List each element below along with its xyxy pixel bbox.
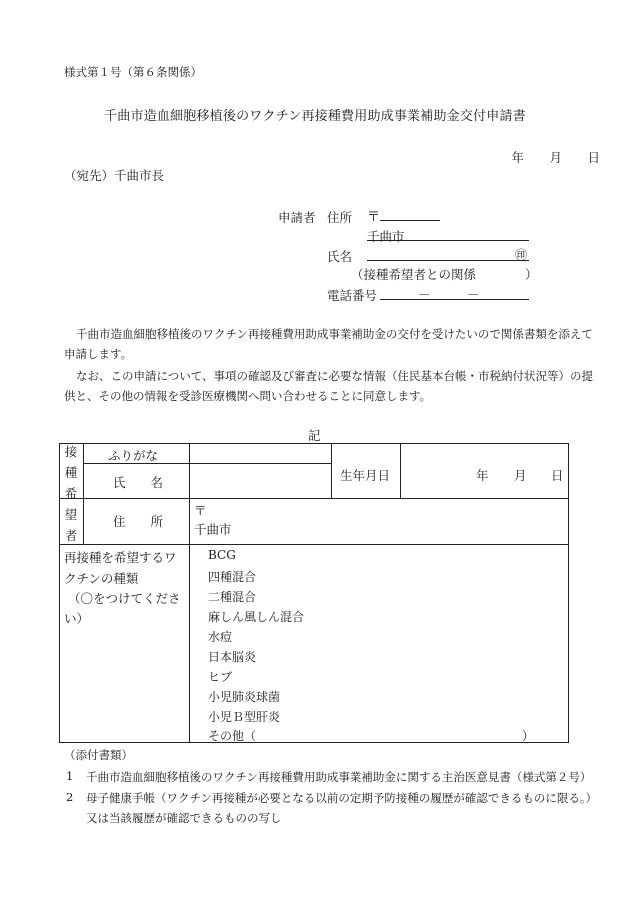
- vaccine-option[interactable]: 小児Ｂ型肝炎: [208, 710, 281, 724]
- date-year: 年: [511, 150, 524, 165]
- birthdate-day: 日: [551, 468, 564, 483]
- phone-label: 電話番号: [327, 288, 378, 303]
- name-field[interactable]: [192, 466, 328, 496]
- birthdate-label: 生年月日: [340, 468, 391, 483]
- row-divider-name: [59, 498, 569, 499]
- addressee: （宛先）千曲市長: [64, 168, 165, 183]
- col-divider-side: [83, 443, 84, 544]
- applicant-city: 千曲市: [367, 229, 405, 244]
- side-char: 希: [64, 486, 78, 501]
- vaccine-type-instruction: （〇をつけてくださ: [68, 591, 181, 606]
- vaccine-type-label: クチンの種類: [64, 571, 139, 586]
- vaccine-option[interactable]: ヒブ: [208, 670, 233, 684]
- vaccine-type-label: 再接種を希望するワ: [64, 550, 177, 565]
- col-divider-birth-left: [331, 443, 332, 498]
- side-char: 接: [64, 444, 78, 459]
- address-postal-mark: 〒: [194, 503, 207, 518]
- postal-mark: 〒: [367, 210, 381, 225]
- applicant-label: 申請者: [278, 210, 316, 225]
- col-divider-birth-right: [400, 443, 401, 498]
- vaccine-option[interactable]: 麻しん風しん混合: [208, 610, 305, 624]
- phone-dash-1: －: [418, 287, 431, 302]
- applicant-name-label: 氏名: [327, 249, 353, 264]
- birthdate-month: 月: [514, 468, 527, 483]
- statement-paragraph-1: 千曲市造血細胞移植後のワクチン再接種費用助成事業補助金の交付を受けたいので関係書類を添えて: [76, 327, 593, 341]
- side-char: 者: [64, 528, 78, 543]
- date-month: 月: [549, 150, 562, 165]
- applicant-address-label: 住所: [327, 210, 353, 225]
- furigana-field[interactable]: [192, 445, 328, 461]
- address-city: 千曲市: [194, 522, 232, 537]
- attachment-item-cont: 又は当該履歴が確認できるものの写し: [86, 811, 282, 825]
- side-char: 種: [64, 465, 78, 480]
- vaccine-option[interactable]: 小児肺炎球菌: [208, 690, 281, 704]
- postal-code-line[interactable]: [380, 220, 440, 221]
- document-title: 千曲市造血細胞移植後のワクチン再接種費用助成事業補助金交付申請書: [104, 109, 526, 124]
- vaccine-option-other[interactable]: その他（: [208, 729, 257, 743]
- row-divider-address: [59, 544, 569, 545]
- vaccine-option[interactable]: 水痘: [208, 630, 233, 644]
- furigana-label: ふりがな: [108, 448, 159, 463]
- name-line[interactable]: [367, 260, 529, 261]
- vaccine-option[interactable]: 四種混合: [208, 570, 257, 584]
- vaccine-option[interactable]: 二種混合: [208, 590, 257, 604]
- address-label: 住 所: [113, 514, 164, 529]
- attachment-item: 母子健康手帳（ワクチン再接種が必要となる以前の定期予防接種の履歴が確認できるものに限る。）: [86, 791, 598, 805]
- vaccine-option[interactable]: BCG: [208, 548, 236, 562]
- form-number: 様式第１号（第６条関係）: [64, 65, 202, 79]
- birthdate-year: 年: [476, 468, 489, 483]
- vaccine-other-close: ）: [522, 729, 535, 743]
- col-divider-main: [189, 443, 190, 743]
- name-label: 氏 名: [113, 475, 164, 490]
- ki-heading: 記: [308, 428, 321, 443]
- relation-close: ）: [525, 267, 538, 282]
- address-line[interactable]: [367, 240, 529, 241]
- application-date: [480, 148, 600, 166]
- attachment-item: 千曲市造血細胞移植後のワクチン再接種費用助成事業補助金に関する主治医意見書（様式第２号）: [86, 770, 592, 784]
- attachment-number: 1: [66, 769, 74, 783]
- recipient-side-label: [61, 441, 81, 546]
- date-day: 日: [587, 150, 600, 165]
- attachments-title: （添付書類）: [64, 748, 133, 762]
- consent-paragraph: なお、この申請について、事項の確認及び審査に必要な情報（住民基本台帳・市税納付状況等）の提: [76, 369, 594, 383]
- relation-label: （接種希望者との関係: [351, 267, 477, 282]
- vaccine-option[interactable]: 日本脳炎: [208, 650, 257, 664]
- attachment-number: 2: [66, 790, 74, 804]
- vaccine-type-instruction: い）: [64, 611, 90, 626]
- side-char: 望: [64, 507, 78, 522]
- consent-paragraph-cont: 供と、その他の情報を受診医療機関へ問い合わせることに同意します。: [64, 389, 432, 403]
- seal-mark: ㊞: [515, 248, 528, 262]
- phone-line[interactable]: [380, 299, 529, 300]
- phone-dash-2: －: [467, 287, 480, 302]
- statement-paragraph-1-cont: 申請します。: [64, 347, 133, 361]
